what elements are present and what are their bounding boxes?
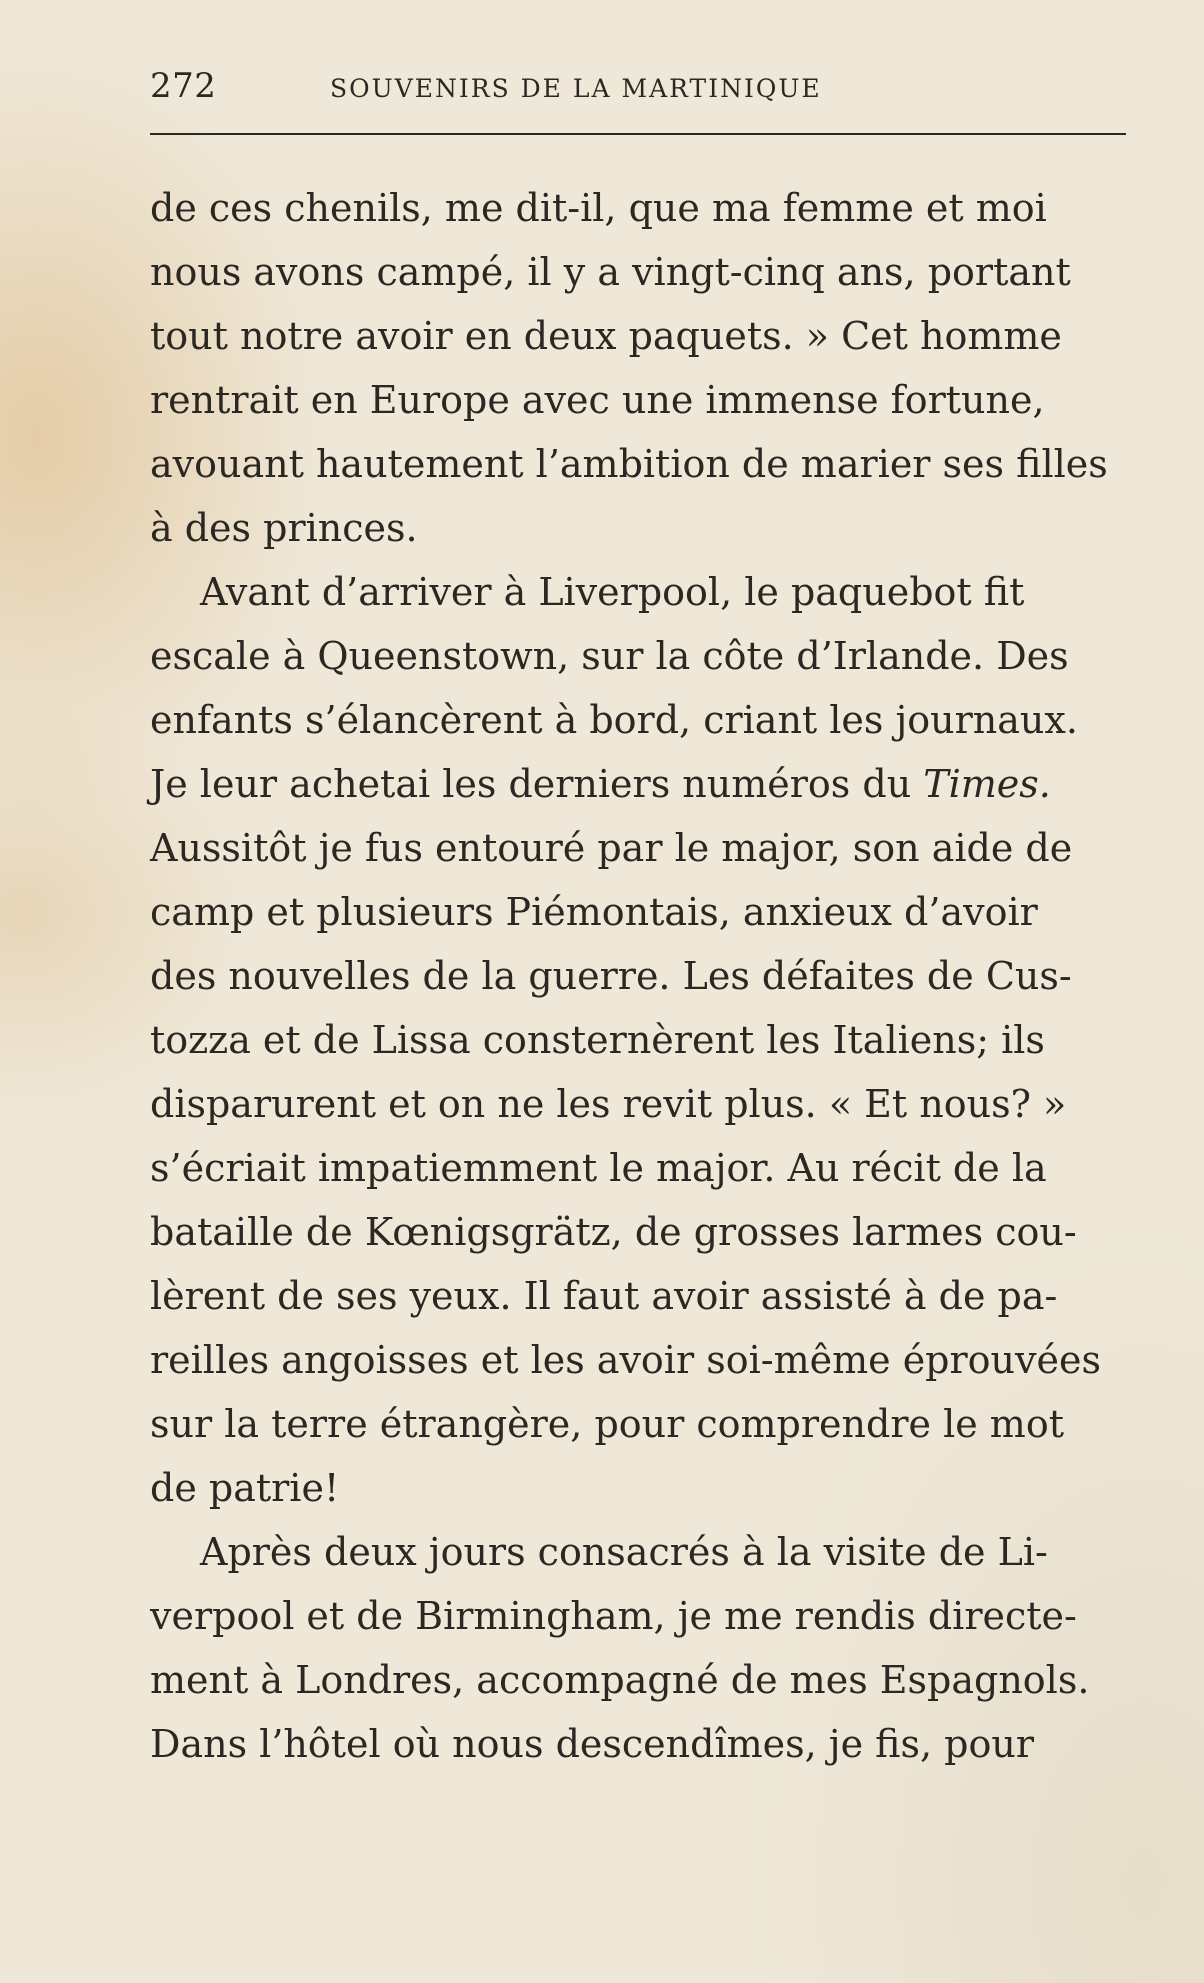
text-line: tout notre avoir en deux paquets. » Cet homme <box>150 314 1062 358</box>
text-line: camp et plusieurs Piémontais, anxieux d’avoir <box>150 890 1038 934</box>
text-line: lèrent de ses yeux. Il faut avoir assisté à de pa- <box>150 1274 1058 1318</box>
text-line: des nouvelles de la guerre. Les défaites de Cus- <box>150 954 1072 998</box>
text-line: tozza et de Lissa consternèrent les Italiens; ils <box>150 1018 1045 1062</box>
body-text <box>150 176 1126 1776</box>
text-line-with-italic <box>150 752 1126 816</box>
text-line: Aussitôt je fus entouré par le major, son aide de <box>150 826 1073 870</box>
text-line: à des princes. <box>150 506 418 550</box>
text-line: escale à Queenstown, sur la côte d’Irlande. Des <box>150 634 1069 678</box>
text-line: verpool et de Birmingham, je me rendis directe- <box>150 1594 1077 1638</box>
text-line: enfants s’élancèrent à bord, criant les journaux. <box>150 698 1078 742</box>
text-line: rentrait en Europe avec une immense fortune, <box>150 378 1045 422</box>
text-line: de ces chenils, me dit-il, que ma femme et moi <box>150 186 1047 230</box>
italic-title-times: Times. <box>923 762 1051 806</box>
text-line: bataille de Kœnigsgrätz, de grosses larmes cou- <box>150 1210 1077 1254</box>
paragraph-start-line: Avant d’arriver à Liverpool, le paquebot fit <box>200 570 1025 614</box>
text-line: sur la terre étrangère, pour comprendre le mot <box>150 1402 1064 1446</box>
header-rule <box>150 133 1126 135</box>
running-title: SOUVENIRS DE LA MARTINIQUE <box>330 74 822 103</box>
text-line: de patrie! <box>150 1466 340 1510</box>
page-number: 272 <box>150 66 217 106</box>
text-line: avouant hautement l’ambition de marier ses filles <box>150 442 1108 486</box>
paragraph-start-line: Après deux jours consacrés à la visite de Li- <box>200 1530 1048 1574</box>
text-line: s’écriait impatiemment le major. Au récit de la <box>150 1146 1047 1190</box>
text-line: disparurent et on ne les revit plus. « Et nous? » <box>150 1082 1067 1126</box>
text-line: Dans l’hôtel où nous descendîmes, je fis, pour <box>150 1722 1035 1766</box>
text-segment: Je leur achetai les derniers numéros du <box>150 762 924 806</box>
text-line: ment à Londres, accompagné de mes Espagnols. <box>150 1658 1090 1702</box>
text-line: nous avons campé, il y a vingt-cinq ans, portant <box>150 250 1071 294</box>
page-header <box>150 60 1126 112</box>
text-line: reilles angoisses et les avoir soi-même éprouvées <box>150 1338 1101 1382</box>
